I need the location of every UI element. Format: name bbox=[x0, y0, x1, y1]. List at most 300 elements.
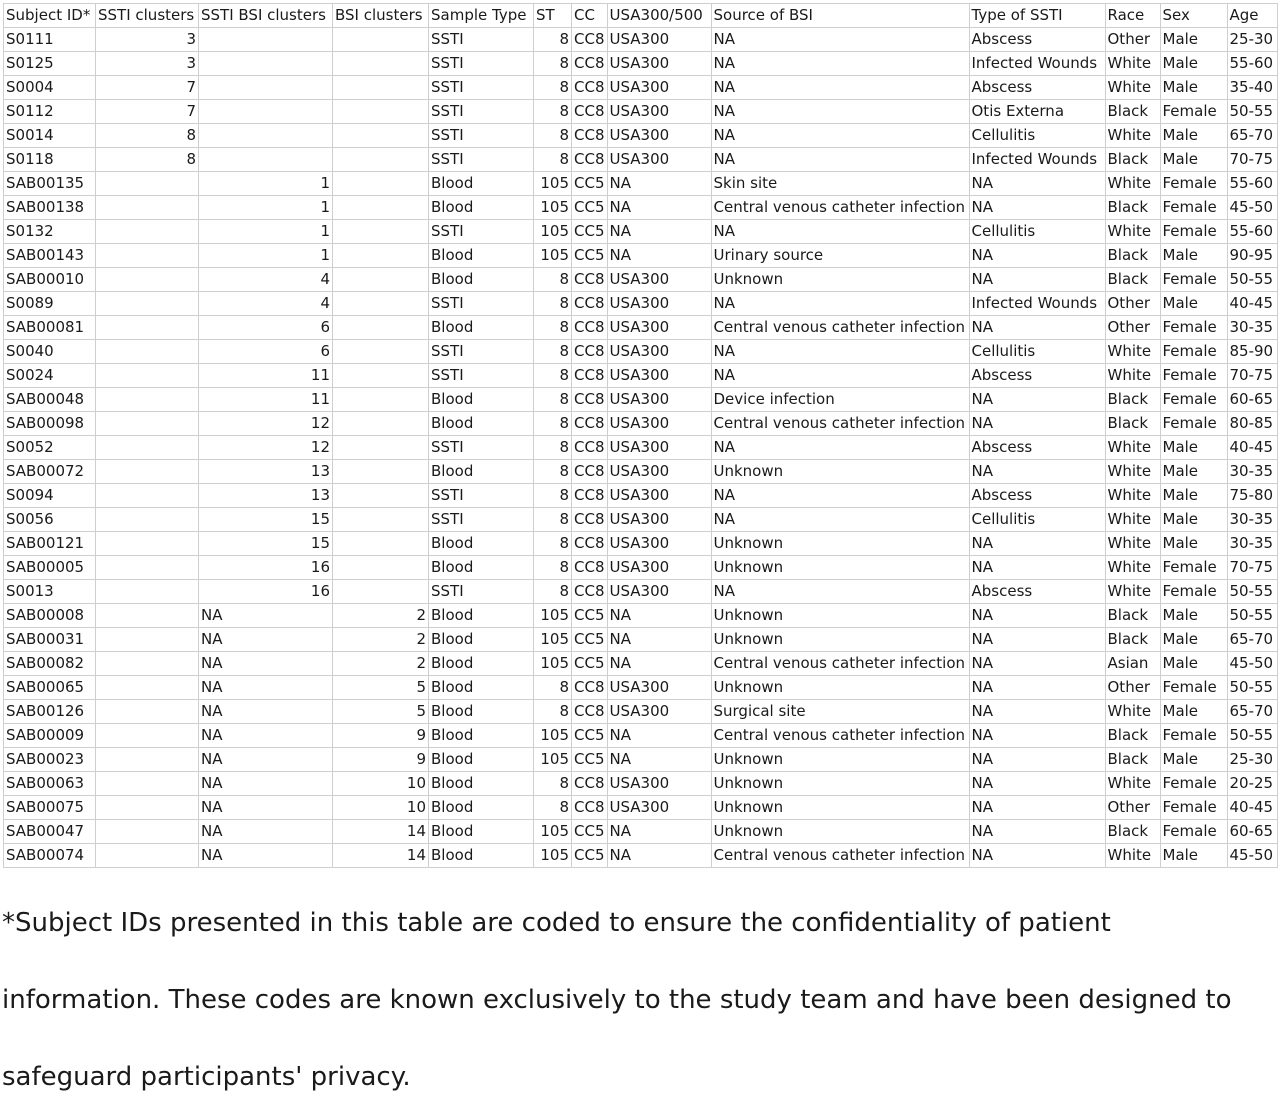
cell-subject-id: SAB00098 bbox=[4, 412, 96, 436]
table-row bbox=[4, 220, 1278, 244]
table-row bbox=[4, 292, 1278, 316]
cell-ssti-type: NA bbox=[969, 172, 1105, 196]
cell-ssti-clusters bbox=[96, 460, 199, 484]
cell-cc: CC8 bbox=[572, 52, 608, 76]
column-header-ssti-bsi-clusters: SSTI BSI clusters bbox=[199, 4, 333, 28]
cell-ssti-type: NA bbox=[969, 556, 1105, 580]
cell-race: White bbox=[1105, 172, 1160, 196]
cell-cc: CC8 bbox=[572, 580, 608, 604]
cell-age: 25-30 bbox=[1227, 748, 1277, 772]
cell-ssti-type: Cellulitis bbox=[969, 340, 1105, 364]
cell-usa-type: NA bbox=[607, 220, 711, 244]
cell-ssti-type: Cellulitis bbox=[969, 508, 1105, 532]
cell-sex: Male bbox=[1160, 436, 1227, 460]
cell-race: Black bbox=[1105, 748, 1160, 772]
cell-sample-type: Blood bbox=[429, 172, 534, 196]
cell-ssti-bsi-clusters bbox=[199, 76, 333, 100]
cell-bsi-source: Central venous catheter infection bbox=[711, 412, 969, 436]
cell-bsi-source: NA bbox=[711, 436, 969, 460]
cell-ssti-bsi-clusters: 4 bbox=[199, 268, 333, 292]
cell-bsi-source: Central venous catheter infection bbox=[711, 724, 969, 748]
cell-bsi-clusters bbox=[333, 580, 429, 604]
cell-st: 8 bbox=[534, 676, 572, 700]
cell-st: 8 bbox=[534, 388, 572, 412]
table-row bbox=[4, 388, 1278, 412]
cell-sex: Male bbox=[1160, 628, 1227, 652]
cell-ssti-type: NA bbox=[969, 820, 1105, 844]
cell-bsi-source: NA bbox=[711, 124, 969, 148]
cell-subject-id: SAB00047 bbox=[4, 820, 96, 844]
cell-bsi-clusters bbox=[333, 556, 429, 580]
cell-usa-type: USA300 bbox=[607, 580, 711, 604]
cell-age: 70-75 bbox=[1227, 148, 1277, 172]
cell-ssti-bsi-clusters: 13 bbox=[199, 460, 333, 484]
cell-ssti-clusters bbox=[96, 388, 199, 412]
cell-cc: CC5 bbox=[572, 724, 608, 748]
table-row bbox=[4, 556, 1278, 580]
cell-cc: CC8 bbox=[572, 28, 608, 52]
footnote-line-2: information. These codes are known exclusively to the study team and have been designed to bbox=[2, 985, 1232, 1015]
footnote-line-3: safeguard participants' privacy. bbox=[2, 1062, 411, 1092]
cell-bsi-clusters bbox=[333, 244, 429, 268]
cell-age: 60-65 bbox=[1227, 820, 1277, 844]
cell-sex: Female bbox=[1160, 196, 1227, 220]
cell-race: Other bbox=[1105, 28, 1160, 52]
cell-bsi-clusters bbox=[333, 388, 429, 412]
cell-sample-type: SSTI bbox=[429, 28, 534, 52]
cell-ssti-clusters bbox=[96, 292, 199, 316]
cell-sample-type: Blood bbox=[429, 604, 534, 628]
cell-bsi-clusters: 10 bbox=[333, 772, 429, 796]
cell-age: 85-90 bbox=[1227, 340, 1277, 364]
cell-ssti-type: NA bbox=[969, 244, 1105, 268]
cell-usa-type: USA300 bbox=[607, 460, 711, 484]
cell-ssti-type: Otis Externa bbox=[969, 100, 1105, 124]
cell-ssti-type: NA bbox=[969, 700, 1105, 724]
cell-cc: CC8 bbox=[572, 340, 608, 364]
cell-race: White bbox=[1105, 844, 1160, 868]
cell-st: 8 bbox=[534, 268, 572, 292]
cell-subject-id: S0040 bbox=[4, 340, 96, 364]
cell-race: White bbox=[1105, 508, 1160, 532]
cell-bsi-source: Unknown bbox=[711, 772, 969, 796]
cell-age: 30-35 bbox=[1227, 508, 1277, 532]
cell-sex: Male bbox=[1160, 28, 1227, 52]
cell-usa-type: USA300 bbox=[607, 124, 711, 148]
table-row bbox=[4, 532, 1278, 556]
cell-age: 45-50 bbox=[1227, 652, 1277, 676]
cell-bsi-source: NA bbox=[711, 76, 969, 100]
cell-st: 8 bbox=[534, 124, 572, 148]
cell-subject-id: SAB00143 bbox=[4, 244, 96, 268]
cell-race: Other bbox=[1105, 796, 1160, 820]
cell-ssti-clusters bbox=[96, 364, 199, 388]
cell-subject-id: S0094 bbox=[4, 484, 96, 508]
cell-sample-type: Blood bbox=[429, 700, 534, 724]
cell-sex: Female bbox=[1160, 796, 1227, 820]
cell-bsi-clusters bbox=[333, 100, 429, 124]
cell-sample-type: Blood bbox=[429, 796, 534, 820]
cell-ssti-clusters bbox=[96, 748, 199, 772]
table-row bbox=[4, 484, 1278, 508]
cell-subject-id: SAB00072 bbox=[4, 460, 96, 484]
table-row bbox=[4, 100, 1278, 124]
cell-st: 8 bbox=[534, 700, 572, 724]
cell-sample-type: Blood bbox=[429, 388, 534, 412]
cell-bsi-clusters bbox=[333, 220, 429, 244]
cell-race: Black bbox=[1105, 820, 1160, 844]
footnote-line-1: *Subject IDs presented in this table are coded to ensure the confidentiality of patient bbox=[2, 908, 1111, 938]
cell-cc: CC5 bbox=[572, 244, 608, 268]
cell-cc: CC8 bbox=[572, 412, 608, 436]
cell-bsi-source: Surgical site bbox=[711, 700, 969, 724]
cell-sample-type: Blood bbox=[429, 724, 534, 748]
cell-subject-id: S0013 bbox=[4, 580, 96, 604]
cell-age: 55-60 bbox=[1227, 220, 1277, 244]
cell-race: Black bbox=[1105, 148, 1160, 172]
cell-subject-id: SAB00135 bbox=[4, 172, 96, 196]
cell-bsi-clusters: 2 bbox=[333, 628, 429, 652]
cell-sample-type: SSTI bbox=[429, 292, 534, 316]
cell-ssti-type: Cellulitis bbox=[969, 220, 1105, 244]
cell-usa-type: USA300 bbox=[607, 388, 711, 412]
column-header-usa-type: USA300/500 bbox=[607, 4, 711, 28]
cell-sex: Male bbox=[1160, 292, 1227, 316]
cell-usa-type: USA300 bbox=[607, 100, 711, 124]
cell-age: 75-80 bbox=[1227, 484, 1277, 508]
table-row bbox=[4, 172, 1278, 196]
cell-cc: CC5 bbox=[572, 844, 608, 868]
cell-ssti-bsi-clusters: 1 bbox=[199, 196, 333, 220]
cell-subject-id: SAB00075 bbox=[4, 796, 96, 820]
cell-age: 65-70 bbox=[1227, 124, 1277, 148]
cell-sex: Female bbox=[1160, 580, 1227, 604]
cell-st: 8 bbox=[534, 28, 572, 52]
cell-race: Black bbox=[1105, 100, 1160, 124]
cell-subject-id: SAB00081 bbox=[4, 316, 96, 340]
cell-age: 55-60 bbox=[1227, 52, 1277, 76]
cell-ssti-clusters: 3 bbox=[96, 52, 199, 76]
data-table bbox=[3, 3, 1278, 868]
cell-bsi-source: Unknown bbox=[711, 268, 969, 292]
cell-st: 105 bbox=[534, 724, 572, 748]
table-row bbox=[4, 436, 1278, 460]
cell-ssti-bsi-clusters: NA bbox=[199, 676, 333, 700]
cell-sample-type: SSTI bbox=[429, 76, 534, 100]
cell-bsi-source: Skin site bbox=[711, 172, 969, 196]
cell-subject-id: S0089 bbox=[4, 292, 96, 316]
cell-usa-type: USA300 bbox=[607, 508, 711, 532]
cell-subject-id: SAB00138 bbox=[4, 196, 96, 220]
cell-st: 8 bbox=[534, 316, 572, 340]
cell-sample-type: Blood bbox=[429, 460, 534, 484]
cell-st: 105 bbox=[534, 652, 572, 676]
cell-subject-id: S0024 bbox=[4, 364, 96, 388]
cell-cc: CC5 bbox=[572, 628, 608, 652]
cell-st: 8 bbox=[534, 796, 572, 820]
cell-age: 20-25 bbox=[1227, 772, 1277, 796]
cell-race: Black bbox=[1105, 244, 1160, 268]
cell-sex: Male bbox=[1160, 604, 1227, 628]
cell-usa-type: USA300 bbox=[607, 76, 711, 100]
cell-usa-type: NA bbox=[607, 628, 711, 652]
cell-ssti-bsi-clusters: NA bbox=[199, 844, 333, 868]
cell-usa-type: USA300 bbox=[607, 316, 711, 340]
cell-cc: CC8 bbox=[572, 388, 608, 412]
cell-age: 65-70 bbox=[1227, 628, 1277, 652]
cell-st: 8 bbox=[534, 484, 572, 508]
cell-ssti-clusters bbox=[96, 172, 199, 196]
cell-st: 8 bbox=[534, 52, 572, 76]
cell-ssti-type: Abscess bbox=[969, 76, 1105, 100]
cell-sample-type: SSTI bbox=[429, 508, 534, 532]
cell-sex: Female bbox=[1160, 556, 1227, 580]
cell-cc: CC8 bbox=[572, 364, 608, 388]
cell-ssti-bsi-clusters: NA bbox=[199, 604, 333, 628]
cell-age: 40-45 bbox=[1227, 436, 1277, 460]
cell-ssti-bsi-clusters: 16 bbox=[199, 556, 333, 580]
cell-ssti-bsi-clusters: 4 bbox=[199, 292, 333, 316]
cell-ssti-type: NA bbox=[969, 604, 1105, 628]
cell-ssti-bsi-clusters: NA bbox=[199, 652, 333, 676]
cell-age: 80-85 bbox=[1227, 412, 1277, 436]
cell-ssti-clusters bbox=[96, 844, 199, 868]
cell-race: Black bbox=[1105, 724, 1160, 748]
cell-sex: Male bbox=[1160, 748, 1227, 772]
cell-age: 90-95 bbox=[1227, 244, 1277, 268]
cell-ssti-type: Infected Wounds bbox=[969, 148, 1105, 172]
cell-sample-type: SSTI bbox=[429, 580, 534, 604]
cell-subject-id: SAB00010 bbox=[4, 268, 96, 292]
cell-sample-type: Blood bbox=[429, 556, 534, 580]
cell-usa-type: USA300 bbox=[607, 292, 711, 316]
cell-cc: CC5 bbox=[572, 604, 608, 628]
cell-ssti-clusters bbox=[96, 244, 199, 268]
table-row bbox=[4, 652, 1278, 676]
cell-ssti-clusters bbox=[96, 316, 199, 340]
cell-age: 50-55 bbox=[1227, 724, 1277, 748]
cell-sample-type: SSTI bbox=[429, 484, 534, 508]
cell-race: Asian bbox=[1105, 652, 1160, 676]
cell-ssti-bsi-clusters: NA bbox=[199, 628, 333, 652]
cell-bsi-clusters bbox=[333, 340, 429, 364]
cell-bsi-clusters: 5 bbox=[333, 676, 429, 700]
cell-subject-id: S0125 bbox=[4, 52, 96, 76]
cell-bsi-clusters bbox=[333, 316, 429, 340]
cell-ssti-type: Abscess bbox=[969, 436, 1105, 460]
table-row bbox=[4, 748, 1278, 772]
table-row bbox=[4, 76, 1278, 100]
cell-ssti-clusters bbox=[96, 268, 199, 292]
cell-race: White bbox=[1105, 772, 1160, 796]
cell-sex: Female bbox=[1160, 100, 1227, 124]
cell-sex: Male bbox=[1160, 484, 1227, 508]
cell-bsi-clusters: 14 bbox=[333, 844, 429, 868]
cell-subject-id: SAB00074 bbox=[4, 844, 96, 868]
column-header-bsi-clusters: BSI clusters bbox=[333, 4, 429, 28]
cell-cc: CC8 bbox=[572, 772, 608, 796]
cell-race: Black bbox=[1105, 628, 1160, 652]
cell-st: 8 bbox=[534, 412, 572, 436]
cell-ssti-clusters: 8 bbox=[96, 124, 199, 148]
cell-bsi-source: Unknown bbox=[711, 532, 969, 556]
cell-sex: Male bbox=[1160, 700, 1227, 724]
cell-st: 8 bbox=[534, 340, 572, 364]
cell-subject-id: SAB00009 bbox=[4, 724, 96, 748]
cell-ssti-bsi-clusters: NA bbox=[199, 796, 333, 820]
cell-cc: CC5 bbox=[572, 172, 608, 196]
cell-bsi-clusters: 9 bbox=[333, 748, 429, 772]
cell-ssti-bsi-clusters bbox=[199, 100, 333, 124]
cell-sample-type: Blood bbox=[429, 244, 534, 268]
cell-ssti-type: NA bbox=[969, 412, 1105, 436]
cell-race: White bbox=[1105, 532, 1160, 556]
cell-subject-id: S0112 bbox=[4, 100, 96, 124]
cell-st: 8 bbox=[534, 292, 572, 316]
cell-cc: CC5 bbox=[572, 220, 608, 244]
cell-cc: CC5 bbox=[572, 196, 608, 220]
cell-usa-type: NA bbox=[607, 748, 711, 772]
cell-sex: Male bbox=[1160, 652, 1227, 676]
cell-st: 105 bbox=[534, 748, 572, 772]
cell-race: White bbox=[1105, 580, 1160, 604]
cell-ssti-bsi-clusters bbox=[199, 148, 333, 172]
table-row bbox=[4, 28, 1278, 52]
cell-subject-id: SAB00121 bbox=[4, 532, 96, 556]
cell-race: White bbox=[1105, 556, 1160, 580]
cell-usa-type: USA300 bbox=[607, 52, 711, 76]
cell-ssti-type: NA bbox=[969, 628, 1105, 652]
cell-ssti-bsi-clusters: 6 bbox=[199, 340, 333, 364]
cell-ssti-bsi-clusters: 11 bbox=[199, 388, 333, 412]
cell-ssti-clusters bbox=[96, 604, 199, 628]
cell-sample-type: Blood bbox=[429, 628, 534, 652]
cell-cc: CC8 bbox=[572, 100, 608, 124]
cell-subject-id: SAB00023 bbox=[4, 748, 96, 772]
cell-sex: Male bbox=[1160, 244, 1227, 268]
column-header-race: Race bbox=[1105, 4, 1160, 28]
cell-age: 35-40 bbox=[1227, 76, 1277, 100]
cell-bsi-clusters: 9 bbox=[333, 724, 429, 748]
column-header-ssti-clusters: SSTI clusters bbox=[96, 4, 199, 28]
cell-st: 8 bbox=[534, 100, 572, 124]
column-header-st: ST bbox=[534, 4, 572, 28]
cell-sample-type: Blood bbox=[429, 316, 534, 340]
cell-subject-id: S0014 bbox=[4, 124, 96, 148]
cell-cc: CC8 bbox=[572, 292, 608, 316]
cell-age: 30-35 bbox=[1227, 316, 1277, 340]
cell-cc: CC5 bbox=[572, 652, 608, 676]
cell-st: 8 bbox=[534, 76, 572, 100]
cell-ssti-bsi-clusters: 13 bbox=[199, 484, 333, 508]
table-row bbox=[4, 820, 1278, 844]
cell-subject-id: SAB00126 bbox=[4, 700, 96, 724]
cell-ssti-clusters bbox=[96, 196, 199, 220]
cell-sample-type: Blood bbox=[429, 844, 534, 868]
cell-bsi-clusters bbox=[333, 460, 429, 484]
cell-usa-type: USA300 bbox=[607, 484, 711, 508]
cell-bsi-clusters bbox=[333, 172, 429, 196]
cell-age: 70-75 bbox=[1227, 556, 1277, 580]
table-row bbox=[4, 724, 1278, 748]
cell-usa-type: USA300 bbox=[607, 772, 711, 796]
cell-subject-id: SAB00065 bbox=[4, 676, 96, 700]
cell-ssti-type: NA bbox=[969, 676, 1105, 700]
cell-st: 105 bbox=[534, 220, 572, 244]
cell-bsi-clusters: 10 bbox=[333, 796, 429, 820]
cell-race: Black bbox=[1105, 196, 1160, 220]
cell-age: 55-60 bbox=[1227, 172, 1277, 196]
cell-race: White bbox=[1105, 460, 1160, 484]
cell-race: White bbox=[1105, 484, 1160, 508]
cell-bsi-clusters bbox=[333, 508, 429, 532]
cell-usa-type: USA300 bbox=[607, 676, 711, 700]
cell-ssti-bsi-clusters: 6 bbox=[199, 316, 333, 340]
cell-subject-id: S0111 bbox=[4, 28, 96, 52]
cell-ssti-clusters: 8 bbox=[96, 148, 199, 172]
cell-bsi-source: NA bbox=[711, 292, 969, 316]
cell-usa-type: USA300 bbox=[607, 28, 711, 52]
table-row bbox=[4, 796, 1278, 820]
cell-bsi-source: Device infection bbox=[711, 388, 969, 412]
column-header-sex: Sex bbox=[1160, 4, 1227, 28]
cell-bsi-source: NA bbox=[711, 484, 969, 508]
cell-bsi-source: NA bbox=[711, 340, 969, 364]
cell-ssti-clusters: 3 bbox=[96, 28, 199, 52]
cell-bsi-clusters: 14 bbox=[333, 820, 429, 844]
cell-st: 105 bbox=[534, 844, 572, 868]
cell-age: 45-50 bbox=[1227, 844, 1277, 868]
cell-bsi-clusters bbox=[333, 28, 429, 52]
cell-subject-id: SAB00063 bbox=[4, 772, 96, 796]
cell-usa-type: USA300 bbox=[607, 700, 711, 724]
cell-st: 105 bbox=[534, 604, 572, 628]
cell-sample-type: Blood bbox=[429, 772, 534, 796]
cell-age: 65-70 bbox=[1227, 700, 1277, 724]
cell-bsi-source: NA bbox=[711, 364, 969, 388]
cell-age: 50-55 bbox=[1227, 676, 1277, 700]
cell-ssti-type: NA bbox=[969, 844, 1105, 868]
cell-cc: CC8 bbox=[572, 76, 608, 100]
cell-cc: CC8 bbox=[572, 316, 608, 340]
cell-bsi-source: Unknown bbox=[711, 796, 969, 820]
table-row bbox=[4, 604, 1278, 628]
cell-race: Other bbox=[1105, 316, 1160, 340]
cell-usa-type: USA300 bbox=[607, 436, 711, 460]
cell-ssti-clusters bbox=[96, 772, 199, 796]
cell-sex: Female bbox=[1160, 340, 1227, 364]
cell-ssti-clusters bbox=[96, 484, 199, 508]
cell-ssti-bsi-clusters: 12 bbox=[199, 412, 333, 436]
cell-cc: CC8 bbox=[572, 268, 608, 292]
cell-ssti-bsi-clusters bbox=[199, 124, 333, 148]
cell-usa-type: NA bbox=[607, 820, 711, 844]
cell-race: Black bbox=[1105, 388, 1160, 412]
cell-race: White bbox=[1105, 52, 1160, 76]
cell-ssti-clusters: 7 bbox=[96, 100, 199, 124]
cell-ssti-type: NA bbox=[969, 268, 1105, 292]
cell-usa-type: USA300 bbox=[607, 364, 711, 388]
cell-ssti-clusters bbox=[96, 700, 199, 724]
cell-subject-id: SAB00082 bbox=[4, 652, 96, 676]
cell-usa-type: USA300 bbox=[607, 148, 711, 172]
cell-bsi-clusters bbox=[333, 124, 429, 148]
cell-ssti-type: Abscess bbox=[969, 580, 1105, 604]
cell-cc: CC8 bbox=[572, 532, 608, 556]
cell-sample-type: Blood bbox=[429, 412, 534, 436]
cell-ssti-type: NA bbox=[969, 772, 1105, 796]
cell-bsi-source: NA bbox=[711, 52, 969, 76]
